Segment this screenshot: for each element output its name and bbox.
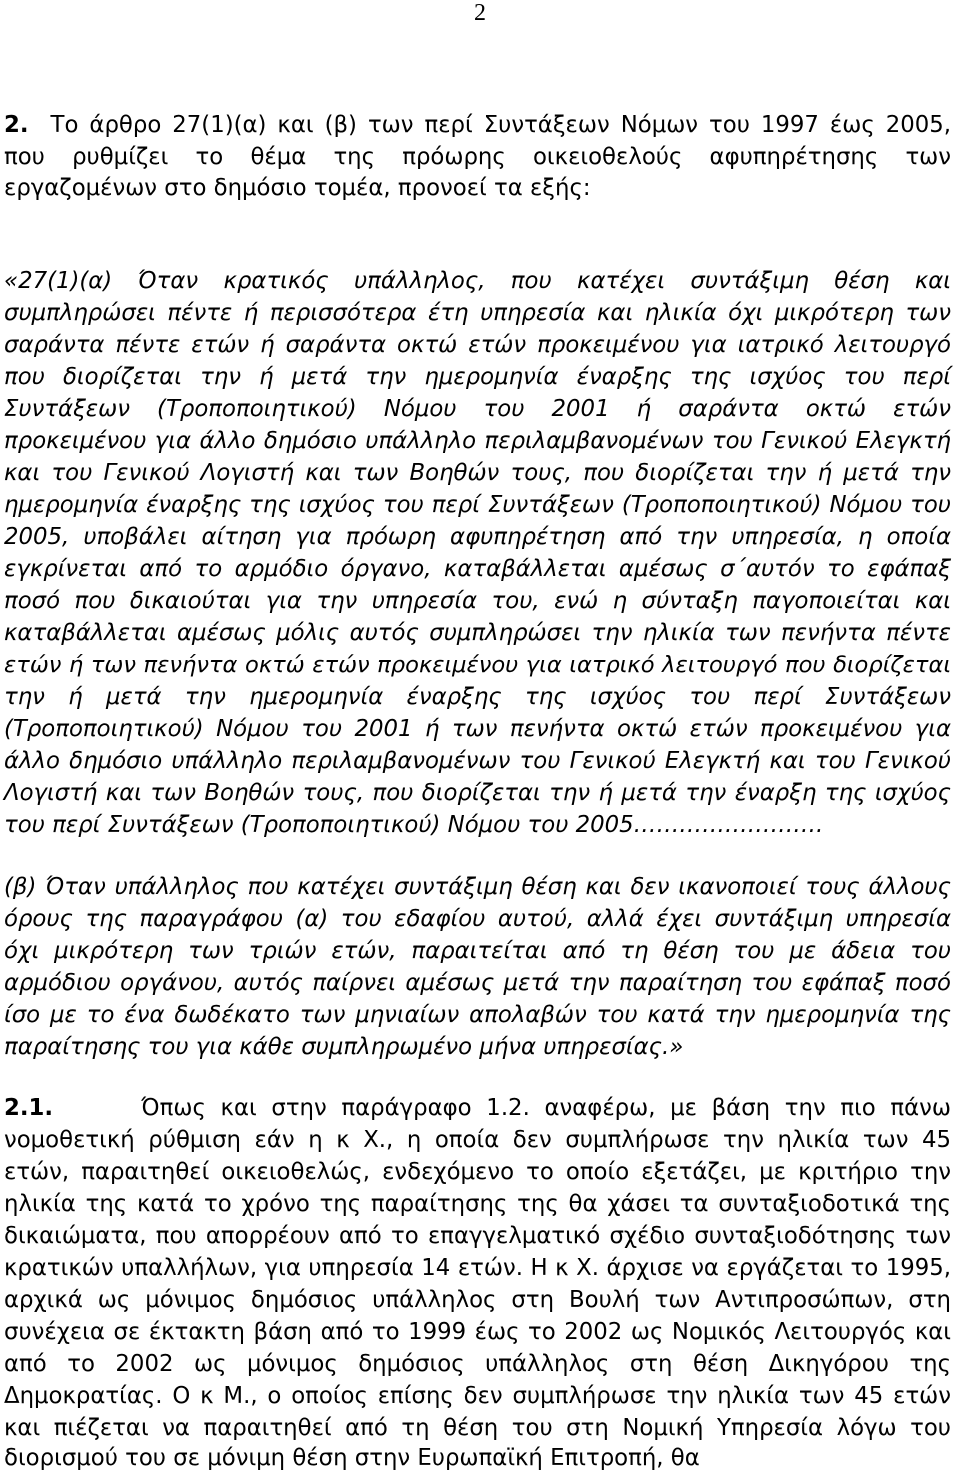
quote-b-line: όρους της παραγράφου (α) του εδαφίου αυτού, αλλά έχει συντάξιμη υπηρεσία: [4, 906, 951, 932]
section-2-line-2: που ρυθμίζει το θέμα της πρόωρης οικειοθελούς αφυπηρέτησης των: [4, 144, 951, 170]
section-2-1-line: ετών, παραιτηθεί οικειοθελώς, ενδεχόμενο το οποίο εξετάζει, με κριτήριο την: [4, 1159, 951, 1185]
quote-a-line: σαράντα πέντε ετών ή σαράντα οκτώ ετών προκειμένου για ιατρικό λειτουργό: [4, 332, 951, 358]
quote-a-line: που διορίζεται την ή μετά την ημερομηνία έναρξης της ισχύος του περί: [4, 364, 951, 390]
section-2-1-number: 2.1.: [4, 1095, 54, 1121]
section-2-1-line: συνέχεια σε έκτακτη βάση από το 1999 έως το 2002 ως Νομικός Λειτουργός και: [4, 1319, 951, 1345]
section-2-1-line: κρατικών υπαλλήλων, για υπηρεσία 14 ετών. Η κ Χ. άρχισε να εργάζεται το 1995,: [4, 1255, 951, 1281]
section-2-1-line: νομοθετική ρύθμιση εάν η κ Χ., η οποία δεν συμπλήρωσε την ηλικία των 45: [4, 1127, 951, 1153]
section-2-1-line: και πιέζεται να παραιτηθεί από τη θέση του στη Νομική Υπηρεσία λόγω του: [4, 1415, 951, 1441]
section-2-1-line: δικαιώματα, που απορρέουν από το επαγγελματικό σχέδιο συνταξιοδότησης των: [4, 1223, 951, 1249]
quote-b-line: (β) Όταν υπάλληλος που κατέχει συντάξιμη θέση και δεν ικανοποιεί τους άλλους: [4, 874, 951, 900]
quote-a-line: «27(1)(α) Όταν κρατικός υπάλληλος, που κατέχει συντάξιμη θέση και: [4, 268, 951, 294]
section-2-line-1-text: Το άρθρο 27(1)(α) και (β) των περί Συντάξεων Νόμων του 1997 έως 2005,: [50, 112, 951, 138]
section-2-number: 2.: [4, 112, 29, 138]
section-2-line-1: [4, 110, 951, 140]
page-number: 2: [474, 0, 486, 26]
quote-a-line: ετών ή των πενήντα οκτώ ετών προκειμένου για ιατρικό λειτουργό που διορίζεται: [4, 652, 951, 678]
quote-b-line: παραίτησης του για κάθε συμπληρωμένο μήνα υπηρεσίας.»: [4, 1034, 684, 1060]
quote-a-line: και του Γενικού Λογιστή και των Βοηθών τους, που διορίζεται την ή μετά την: [4, 460, 951, 486]
quote-a-line: (Τροποποιητικού) Νόμου του 2001 ή των πενήντα οκτώ ετών προκειμένου για: [4, 716, 951, 742]
quote-a-line: ημερομηνία έναρξης της ισχύος του περί Συντάξεων (Τροποποιητικού) Νόμου του: [4, 492, 951, 518]
quote-a-line: άλλο δημόσιο υπάλληλο περιλαμβανομένων του Γενικού Ελεγκτή και του Γενικού: [4, 748, 951, 774]
section-2-1-line: ηλικία της κατά το χρόνο της παραίτησης της θα χάσει τα συνταξιοδοτικά της: [4, 1191, 951, 1217]
section-2-1-line: Δημοκρατίας. Ο κ Μ., ο οποίος επίσης δεν συμπλήρωσε την ηλικία των 45 ετών: [4, 1383, 951, 1409]
quote-a-line: 2005, υποβάλει αίτηση για πρόωρη αφυπηρέτηση από την υπηρεσία, η οποία: [4, 524, 951, 550]
section-2-line-3: εργαζομένων στο δημόσιο τομέα, προνοεί τα εξής:: [4, 175, 591, 201]
quote-b-line: όχι μικρότερη των τριών ετών, παραιτείται από τη θέση του με άδεια του: [4, 938, 951, 964]
quote-a-line: εγκρίνεται από το αρμόδιο όργανο, καταβάλλεται αμέσως σ΄αυτόν το εφάπαξ: [4, 556, 951, 582]
section-2-1-line: διορισμού του σε μόνιμη θέση στην Ευρωπαϊκή Επιτροπή, θα: [4, 1445, 700, 1471]
quote-b-line: ίσο με το ένα δωδέκατο των μηνιαίων απολαβών του κατά την ημερομηνία της: [4, 1002, 951, 1028]
quote-b-line: αρμόδιου οργάνου, αυτός παίρνει αμέσως μετά την παραίτηση του εφάπαξ ποσό: [4, 970, 951, 996]
quote-a-line: ποσό που δικαιούται για την υπηρεσία του, ενώ η σύνταξη παγοποιείται και: [4, 588, 951, 614]
section-2-1-line-1: [4, 1093, 951, 1123]
section-2-1-line: από το 2002 ως μόνιμος δημόσιος υπάλληλος στη θέση Δικηγόρου της: [4, 1351, 951, 1377]
section-2-1-line: αρχικά ως μόνιμος δημόσιος υπάλληλος στη Βουλή των Αντιπροσώπων, στη: [4, 1287, 951, 1313]
quote-a-line: την ή μετά την ημερομηνία έναρξης της ισχύος του περί Συντάξεων: [4, 684, 951, 710]
quote-a-line: καταβάλλεται αμέσως μόλις αυτός συμπληρώσει την ηλικία των πενήντα πέντε: [4, 620, 951, 646]
quote-a-line: Συντάξεων (Τροποποιητικού) Νόμου του 2001 ή σαράντα οκτώ ετών: [4, 396, 951, 422]
quote-a-line: προκειμένου για άλλο δημόσιο υπάλληλο περιλαμβανομένων του Γενικού Ελεγκτή: [4, 428, 951, 454]
quote-a-line: Λογιστή και των Βοηθών τους, που διορίζεται την ή μετά την έναρξη της ισχύος: [4, 780, 951, 806]
quote-a-line: του περί Συντάξεων (Τροποποιητικού) Νόμου του 2005…………………….: [4, 812, 824, 838]
quote-a-line: συμπληρώσει πέντε ή περισσότερα έτη υπηρεσία και ηλικία όχι μικρότερη των: [4, 300, 951, 326]
section-2-1-line-1-text: Όπως και στην παράγραφο 1.2. αναφέρω, με βάση την πιο πάνω: [141, 1095, 951, 1121]
